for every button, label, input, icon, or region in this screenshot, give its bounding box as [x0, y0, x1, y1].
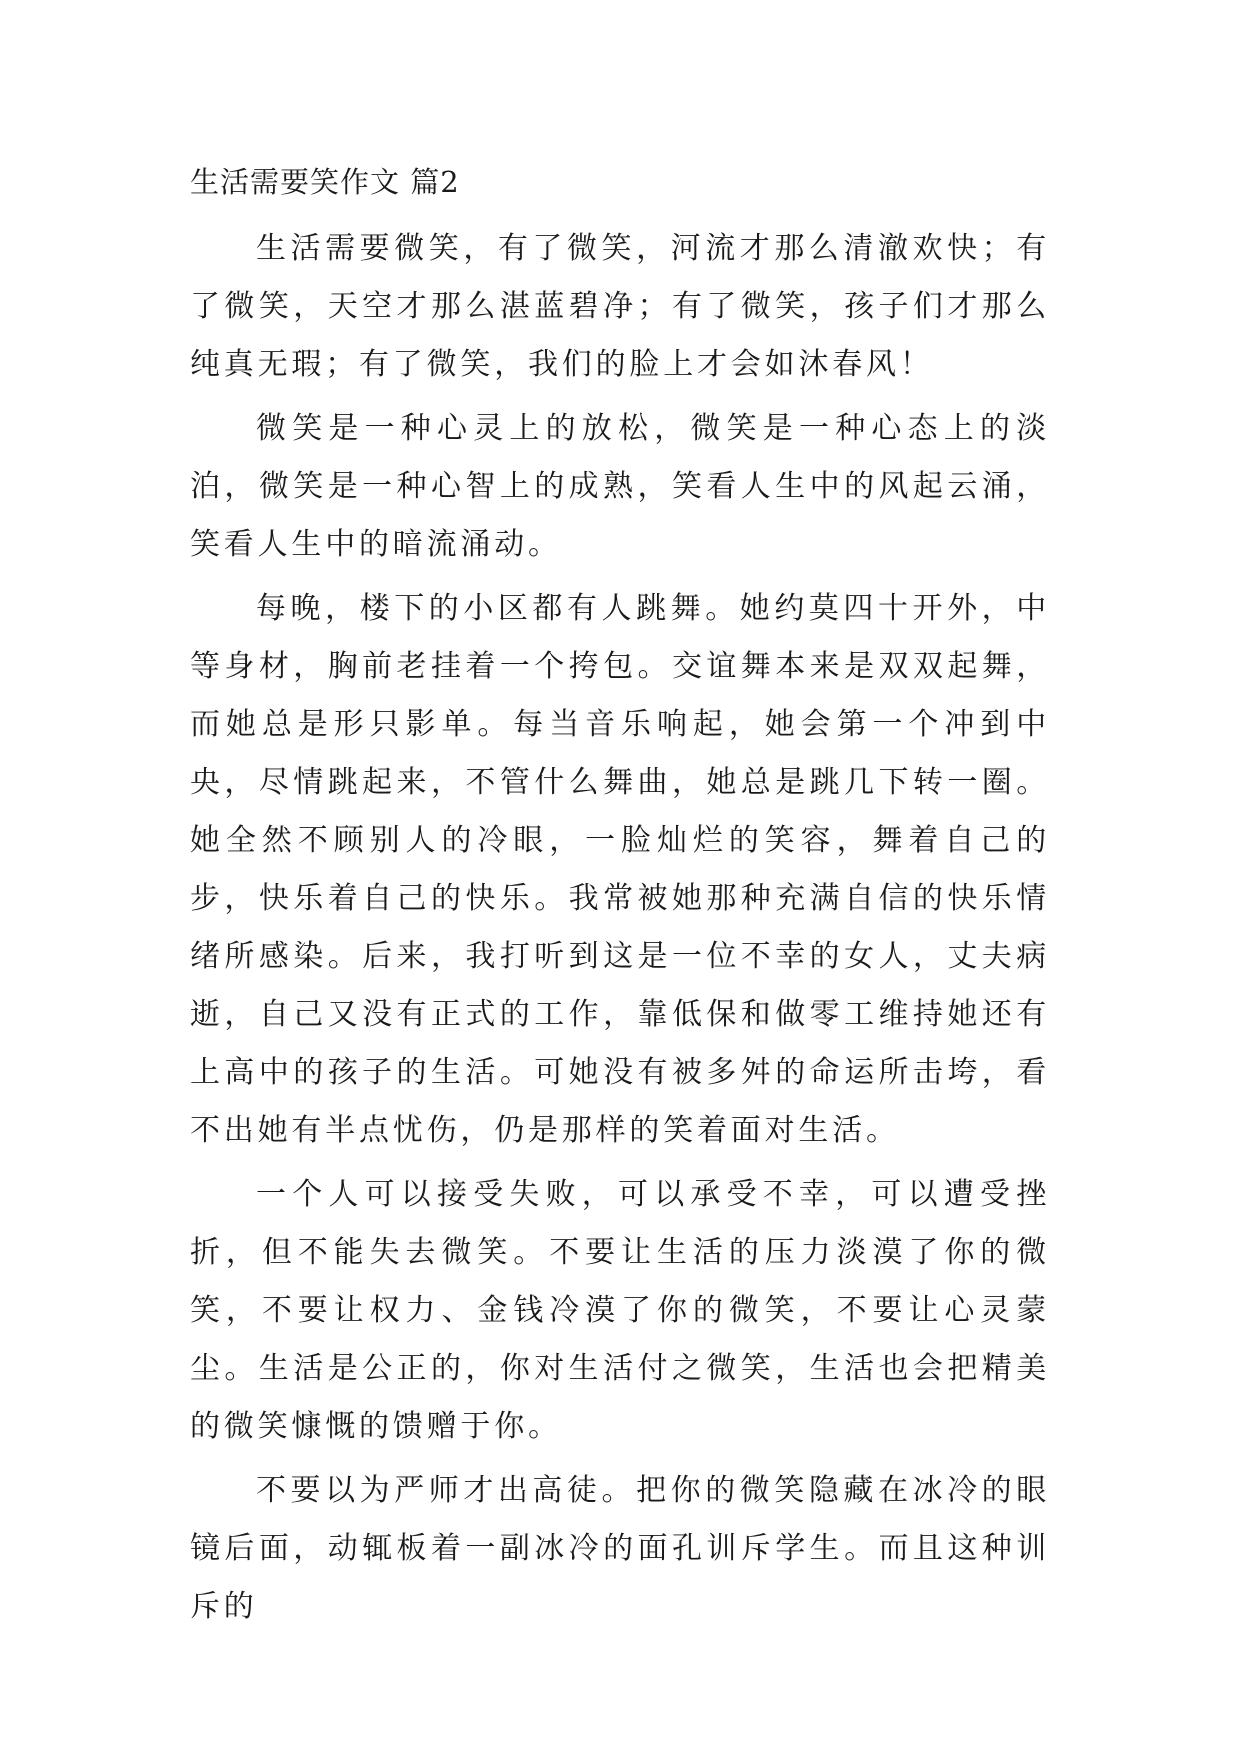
paragraph-1: 生活需要微笑，有了微笑，河流才那么清澈欢快；有了微笑，天空才那么湛蓝碧净；有了微笑，孩子们才那么纯真无瑕；有了微笑，我们的脸上才会如沐春风！ [190, 231, 1050, 382]
paragraph-5: 不要以为严师才出高徒。把你的微笑隐藏在冰冷的眼镜后面，动辄板着一副冰冷的面孔训斥学生。而且这种训斥的 [190, 1473, 1050, 1624]
paragraph-3: 每晚，楼下的小区都有人跳舞。她约莫四十开外，中等身材，胸前老挂着一个挎包。交谊舞本来是双双起舞，而她总是形只影单。每当音乐响起，她会第一个冲到中央，尽情跳起来，不管什么舞曲，她总是跳几下转一圈。她全然不顾别人的冷眼，一脸灿烂的笑容，舞着自己的步，快乐着自己的快乐。我常被她那种充满自信的快乐情绪所感染。后来，我打听到这是一位不幸的女人，丈夫病逝，自己又没有正式的工作，靠低保和做零工维持她还有上高中的孩子的生活。可她没有被多舛的命运所击垮，看不出她有半点忧伤，仍是那样的笑着面对生活。 [190, 591, 1050, 1148]
document-body [190, 160, 1050, 1642]
paragraph-4: 一个人可以接受失败，可以承受不幸，可以遭受挫折，但不能失去微笑。不要让生活的压力淡漠了你的微笑，不要让权力、金钱冷漠了你的微笑，不要让心灵蒙尘。生活是公正的，你对生活付之微笑，生活也会把精美的微笑慷慨的馈赠于你。 [190, 1177, 1050, 1444]
document-title: 生活需要笑作文 篇2 [190, 165, 460, 199]
paragraph-2: 微笑是一种心灵上的放松，微笑是一种心态上的淡泊，微笑是一种心智上的成熟，笑看人生中的风起云涌，笑看人生中的暗流涌动。 [190, 411, 1050, 562]
